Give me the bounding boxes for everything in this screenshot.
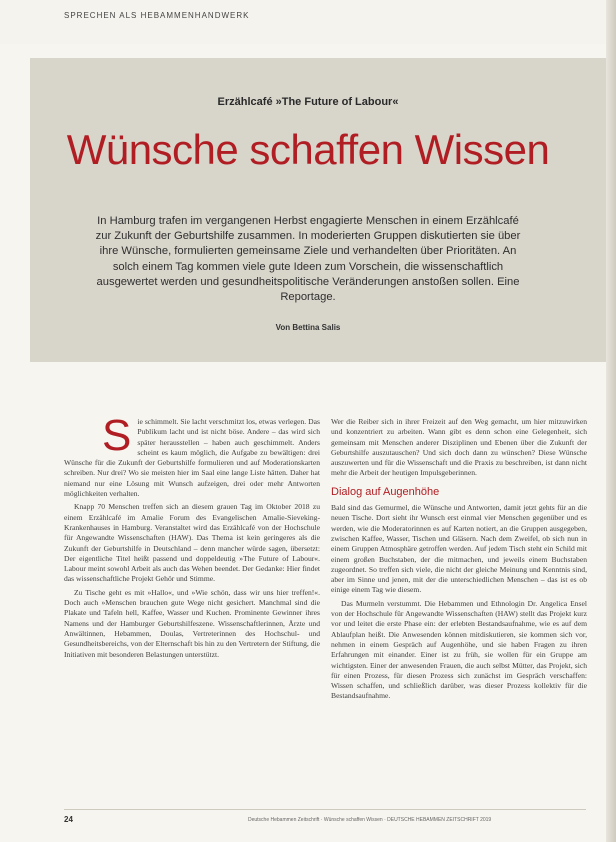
body-paragraph: Knapp 70 Menschen treffen sich an diesem grauen Tag im Oktober 2018 zu einem Erzählcafé im Amalie Forum des Evangelischen Amalie-Sieveking-Krankenhauses in Hamburg. Veranstaltet wird das Erzählcafé von der Hochschule für Angewandte Wissenschaften (HAW). Das Thema ist kein geringeres als die Zukunft der Geburtshilfe in Deutschland – denn mancher würde sagen, übersetzt: Der eigentliche Titel heißt passend und doppeldeutig »The Future of Labour«. Labour meint sowohl Arbeit als auch das Wehen beendet. Der Gedanke: Hier findet das wissenschaftliche Projekt Gehör und Stimme. [64, 502, 320, 584]
article-intro: In Hamburg trafen im vergangenen Herbst engagierte Menschen in einem Erzählcafé zur Zukunft der Geburtshilfe zusammen. In moderierten Gruppen diskutierten sie über ihre Wünsche, formulierten gemeinsame Ziele und verhandelten über Prioritäten. An solch einem Tag kommen viele gute Ideen zum Vorschein, die wissenschaftlich ausgewertet werden und gesundheitspolitische Veränderungen anstoßen sollen. Eine Reportage. [95, 215, 521, 304]
article-byline: Von Bettina Salis [275, 323, 341, 332]
body-paragraph: Bald sind das Gemurmel, die Wünsche und Antworten, damit jetzt gehts für an die neuen Tische. Dort sieht ihr Wunsch erst einmal vier Menschen gegenüber und es werden, wie die Moderatorinnen es auf Karten notiert, an die Gruppen ausgegeben, zwischen Kaffee, Wasser, Tischen und Gläsern. Nach dem Zweifel, ob sich nun in einem Gruppen Atmosphäre getroffen werden. Auf jedem Tisch steht ein Schild mit einem großen Buchstaben, der die mitmachen, und jeweils einem Buchstaben zugeordnet. So treffen sich viele, die nicht der gleiche Meinung und Kenntnis sind, aber im Sinne und jenen, mit der die unterschiedlichen Menschen – das ist es ob einige einem Tag wie diesem. [331, 503, 587, 595]
body-paragraph: Wer die Reiber sich in ihrer Freizeit auf den Weg gemacht, um hier mitzuwirken und konzentriert zu arbeiten. Wann gibt es denn schon eine Gelegenheit, sich gemeinsam mit Menschen anderer Disziplinen und Ebenen über die Zukunft der Geburtshilfe auszutauschen? Und sich doch dann zu wünschen? Diese Wünsche auszuwerten und für die Wissenschaft und die Praxis zu beschreiben, ist dann nicht mehr die Arbeit der heutigen Impulsgeberinnen. [331, 417, 587, 478]
page-header [0, 0, 616, 44]
section-subheading: Dialog auf Augenhöhe [331, 485, 440, 498]
section-label: SPRECHEN ALS HEBAMMENHANDWERK [64, 11, 250, 20]
body-column-right [331, 417, 587, 755]
page-spine-shadow [606, 0, 616, 842]
body-paragraph: Zu Tische geht es mit »Hallo«, und »Wie schön, dass wir uns hier treffen!«. Doch auch »Menschen brauchen gute Wege nicht gesichert. Manchmal sind die Plakate und Tafeln hell, Kaffee, Wasser und Kuchen. Prominente Gewinner ihres Namens und der Hamburger Geburtshilfeszene. Wissenschaftlerinnen, Ärzte und Anwältinnen, Hebammen, Doulas, Vertreterinnen des Hochschul- und Gesundheitsbereichs, von der Elternschaft bis hin zu den Vertretern der Stiftung, die Initiativen mit besonderen Belastungen unterstützt. [64, 587, 320, 659]
article-kicker: Erzählcafé »The Future of Labour« [217, 96, 399, 108]
article-title: Wünsche schaffen Wissen [66, 126, 550, 173]
body-paragraph: ie schimmelt. Sie lacht verschmitzt los, etwas verlegen. Das Publikum lacht und ist nicht böse. Andere – das wird sich später herausstellen – haben auch geschimmelt. Anders scheint es kaum möglich, die Aufgabe zu bewältigen: drei Wünsche für die Zukunft der Geburtshilfe formulieren und auf Moderationskarten schreiben. Nur drei? Wo sie meisten hier im Saal eine lange Liste hätten. Daher hat niemand nur eine Lösung mit Wunsch aufzeigen, drei oder mehr Antworten möglichkeiten verhalten. [64, 417, 320, 499]
body-column-left [64, 417, 320, 755]
page-number: 24 [64, 815, 73, 824]
footer-reference: Deutsche Hebammen Zeitschrift · Wünsche schaffen Wissen · DEUTSCHE HEBAMMEN ZEITSCHRIFT 2019 [248, 817, 492, 823]
body-paragraph: Das Murmeln verstummt. Die Hebammen und Ethnologin Dr. Angelica Ensel von der Hochschule für Angewandte Wissenschaften (HAW) stellt das Projekt kurz vor und leitet die erste Phase ein: der erlebten Bestandsaufnahme, wie es auf dem Ablaufplan heißt. Die Anwesenden können mitdiskutieren, sie kommen sich vor, nehmen in einem Gespräch auf Augenhöhe, und sie haben Fragen zu ihren Erfahrungen mit einander. Einer ist zu früh, sie wollen für ein Gruppe am wichtigsten. Einer der anwesenden Frauen, die auch selbst Mütter, das Projekt, sich für einen Prozess, für diesen Prozess sich zunächst im Gespräch verschaffen: Wissen schaffen, und schließlich darüber, was dieser Prozess kollektiv für die Bestandsaufnahme. [331, 598, 587, 701]
footer-divider [64, 809, 586, 810]
drop-cap: S [102, 417, 132, 460]
